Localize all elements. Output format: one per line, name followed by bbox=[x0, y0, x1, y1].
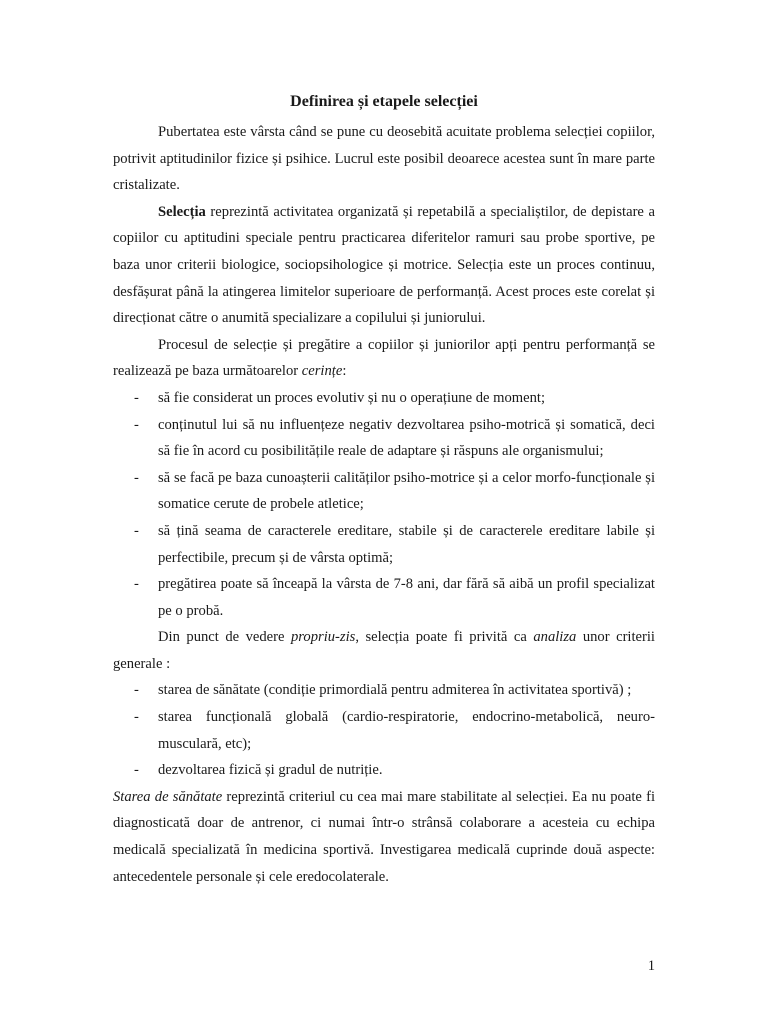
list-dash: - bbox=[134, 469, 139, 486]
list-item-text: să se facă pe baza cunoașterii calităților psiho-motrice și a celor morfo-funcționale și somatice cerute de probele atletice; bbox=[158, 469, 655, 513]
list-item bbox=[113, 385, 655, 412]
term-analiza: analiza bbox=[533, 629, 577, 646]
list-item-text: starea de sănătate (condiție primordială pentru admiterea în activitatea sportivă) ; bbox=[158, 682, 632, 699]
page-number: 1 bbox=[647, 958, 655, 974]
requirements-list bbox=[113, 385, 655, 624]
list-dash: - bbox=[134, 522, 139, 539]
paragraph-criterii bbox=[113, 624, 655, 677]
list-item bbox=[113, 412, 655, 465]
paragraph-criterii-text: Din punct de vedere bbox=[158, 629, 291, 646]
paragraph-sanatate-text: reprezintă criteriul cu cea mai mare stabilitate al selecției. Ea nu poate fi diagnosticată doar de antrenor, ci numai într-o strânsă colaborare a acesteia cu echipa medicală specializată în medicina sportivă. Investigarea medicală cuprinde două aspecte: antecedentele personale și cele eredocolaterale. bbox=[113, 788, 655, 885]
list-item bbox=[113, 571, 655, 624]
paragraph-criterii-text: , selecția poate fi privită ca bbox=[355, 629, 534, 646]
list-item bbox=[113, 677, 655, 704]
list-item bbox=[113, 465, 655, 518]
paragraph-proces-text: Procesul de selecție și pregătire a copiilor și juniorilor apți pentru performanță se realizează pe baza următoarelor bbox=[113, 336, 655, 380]
list-item-text: să țină seama de caracterele ereditare, stabile și de caracterele ereditare labile și perfectibile, precum și de vârsta optimă; bbox=[158, 522, 655, 566]
list-item-text: conținutul lui să nu influențeze negativ dezvoltarea psiho-motrică și somatică, deci să fie în acord cu posibilitățile reale de adaptare și răspuns ale organismului; bbox=[158, 416, 655, 460]
document-body bbox=[113, 119, 655, 890]
term-propriu-zis: propriu-zis bbox=[291, 629, 356, 646]
paragraph-selectia-text: reprezintă activitatea organizată și repetabilă a specialiștilor, de depistare a copiilor cu aptitudini speciale pentru practicarea diferitelor ramuri sau probe sportive, pe baza unor criterii biologice, sociopsihologice și motrice. Selecția este un proces continuu, desfășurat până la atingerea limitelor superioare de performanță. Acest proces este corelat și direcționat către o anumită specializare a copilului și juniorului. bbox=[113, 203, 655, 327]
term-cerinte: cerințe bbox=[301, 363, 343, 380]
paragraph-proces-end: : bbox=[342, 363, 347, 380]
term-selectia: Selecția bbox=[158, 203, 206, 220]
list-item bbox=[113, 518, 655, 571]
term-starea-de-sanatate: Starea de sănătate bbox=[113, 788, 223, 805]
list-dash: - bbox=[134, 576, 139, 593]
list-item bbox=[113, 704, 655, 757]
paragraph-proces bbox=[113, 332, 655, 385]
paragraph-intro: Pubertatea este vârsta când se pune cu deosebită acuitate problema selecției copiilor, potrivit aptitudinilor fizice și psihice. Lucrul este posibil deoarece acestea sunt în mare parte cristalizate. bbox=[113, 124, 655, 194]
list-dash: - bbox=[134, 389, 139, 406]
list-item-text: să fie considerat un proces evolutiv și nu o operațiune de moment; bbox=[158, 389, 546, 406]
paragraph-sanatate bbox=[113, 784, 655, 890]
list-dash: - bbox=[134, 416, 139, 433]
list-dash: - bbox=[134, 709, 139, 726]
criteria-list bbox=[113, 677, 655, 783]
list-item-text: pregătirea poate să înceapă la vârsta de 7-8 ani, dar fără să aibă un profil specializat pe o probă. bbox=[158, 576, 655, 619]
paragraph-selectia bbox=[113, 199, 655, 332]
page-title: Definirea și etapele selecției bbox=[290, 93, 478, 110]
paragraph-criterii-text: unor criterii generale : bbox=[113, 629, 655, 672]
list-item bbox=[113, 757, 655, 784]
list-dash: - bbox=[134, 682, 139, 699]
list-dash: - bbox=[134, 762, 139, 779]
list-item-text: dezvoltarea fizică și gradul de nutriție. bbox=[158, 762, 383, 779]
list-item-text: starea funcțională globală (cardio-respiratorie, endocrino-metabolică, neuro-musculară, etc); bbox=[158, 709, 655, 752]
